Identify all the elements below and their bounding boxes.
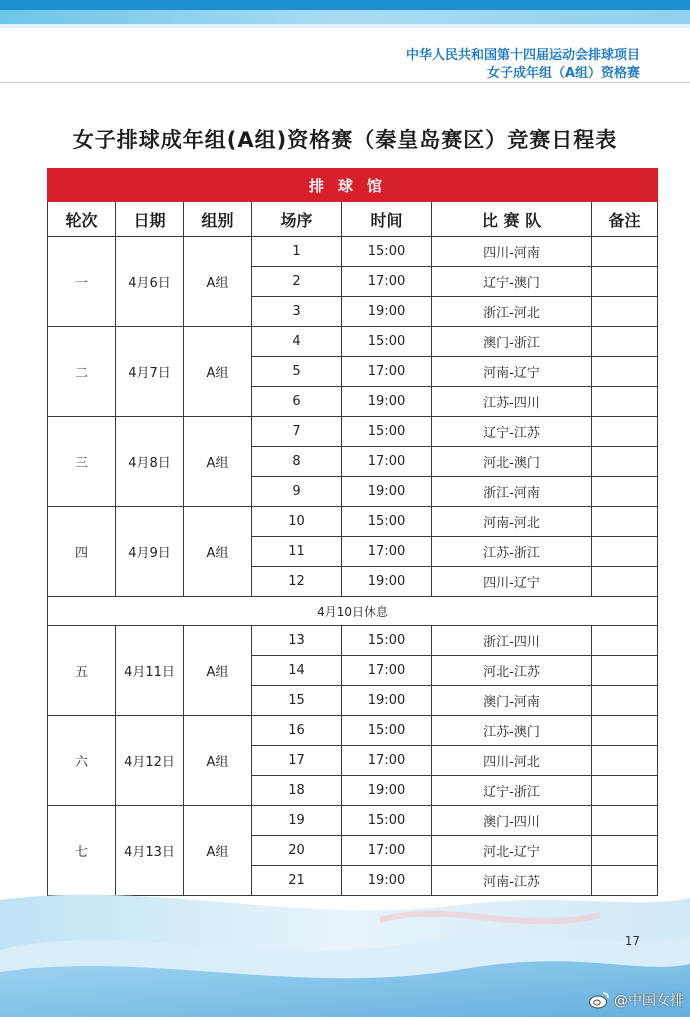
match-number-cell: 1: [252, 237, 342, 267]
match-number-cell: 6: [252, 387, 342, 417]
date-cell: 4月13日: [116, 806, 184, 896]
time-cell: 19:00: [342, 866, 432, 896]
table-row: [48, 806, 658, 836]
teams-cell: 澳门-浙江: [432, 327, 592, 357]
page-number: 17: [624, 934, 640, 948]
time-cell: 15:00: [342, 327, 432, 357]
table-row: [48, 327, 658, 357]
teams-cell: 河南-辽宁: [432, 357, 592, 387]
group-cell: A组: [184, 806, 252, 896]
round-cell: 七: [48, 806, 116, 896]
top-band: [0, 0, 690, 10]
column-header-group: 组别: [184, 202, 252, 237]
header-event-subtitle: 女子成年组（A组）资格赛: [486, 66, 640, 81]
weibo-icon: [588, 991, 610, 1009]
teams-cell: 辽宁-澳门: [432, 267, 592, 297]
note-cell: [592, 806, 658, 836]
group-cell: A组: [184, 626, 252, 716]
match-number-cell: 9: [252, 477, 342, 507]
match-number-cell: 2: [252, 267, 342, 297]
venue-name: 排球馆: [48, 169, 658, 202]
table-row: [48, 237, 658, 267]
teams-cell: 河南-河北: [432, 507, 592, 537]
time-cell: 19:00: [342, 686, 432, 716]
column-header-time: 时间: [342, 202, 432, 237]
group-cell: A组: [184, 507, 252, 597]
match-number-cell: 20: [252, 836, 342, 866]
round-cell: 五: [48, 626, 116, 716]
date-cell: 4月11日: [116, 626, 184, 716]
teams-cell: 辽宁-浙江: [432, 776, 592, 806]
teams-cell: 四川-辽宁: [432, 567, 592, 597]
round-cell: 六: [48, 716, 116, 806]
note-cell: [592, 477, 658, 507]
table-row: [48, 417, 658, 447]
time-cell: 19:00: [342, 776, 432, 806]
match-number-cell: 21: [252, 866, 342, 896]
note-cell: [592, 626, 658, 656]
note-cell: [592, 746, 658, 776]
match-number-cell: 14: [252, 656, 342, 686]
time-cell: 19:00: [342, 567, 432, 597]
round-cell: 三: [48, 417, 116, 507]
match-number-cell: 8: [252, 447, 342, 477]
note-cell: [592, 776, 658, 806]
decorative-wave-footer: [0, 880, 690, 1017]
teams-cell: 四川-河北: [432, 746, 592, 776]
teams-cell: 澳门-四川: [432, 806, 592, 836]
schedule-table: [47, 168, 658, 896]
time-cell: 17:00: [342, 447, 432, 477]
date-cell: 4月8日: [116, 417, 184, 507]
time-cell: 17:00: [342, 746, 432, 776]
note-cell: [592, 267, 658, 297]
note-cell: [592, 567, 658, 597]
teams-cell: 浙江-四川: [432, 626, 592, 656]
time-cell: 15:00: [342, 626, 432, 656]
column-header-note: 备注: [592, 202, 658, 237]
time-cell: 19:00: [342, 477, 432, 507]
teams-cell: 澳门-河南: [432, 686, 592, 716]
page-title: 女子排球成年组(A组)资格赛（秦皇岛赛区）竞赛日程表: [72, 128, 618, 152]
watermark: [588, 990, 684, 1010]
match-number-cell: 13: [252, 626, 342, 656]
note-cell: [592, 327, 658, 357]
note-cell: [592, 656, 658, 686]
time-cell: 17:00: [342, 656, 432, 686]
note-cell: [592, 357, 658, 387]
time-cell: 15:00: [342, 716, 432, 746]
round-cell: 一: [48, 237, 116, 327]
group-cell: A组: [184, 237, 252, 327]
time-cell: 17:00: [342, 836, 432, 866]
time-cell: 15:00: [342, 806, 432, 836]
note-cell: [592, 237, 658, 267]
table-row: [48, 507, 658, 537]
match-number-cell: 7: [252, 417, 342, 447]
group-cell: A组: [184, 417, 252, 507]
match-number-cell: 4: [252, 327, 342, 357]
time-cell: 19:00: [342, 297, 432, 327]
date-cell: 4月9日: [116, 507, 184, 597]
column-header-date: 日期: [116, 202, 184, 237]
teams-cell: 河南-江苏: [432, 866, 592, 896]
date-cell: 4月7日: [116, 327, 184, 417]
date-cell: 4月12日: [116, 716, 184, 806]
column-header-teams: 比 赛 队: [432, 202, 592, 237]
table-row: [48, 626, 658, 656]
date-cell: 4月6日: [116, 237, 184, 327]
note-cell: [592, 537, 658, 567]
watermark-text: @中国女排: [614, 993, 684, 1009]
match-number-cell: 11: [252, 537, 342, 567]
round-cell: 四: [48, 507, 116, 597]
teams-cell: 江苏-澳门: [432, 716, 592, 746]
top-band-pale: [0, 24, 690, 28]
header-divider: [0, 82, 690, 83]
teams-cell: 河北-江苏: [432, 656, 592, 686]
note-cell: [592, 686, 658, 716]
header-event-name: 中华人民共和国第十四届运动会排球项目: [405, 48, 640, 63]
teams-cell: 江苏-四川: [432, 387, 592, 417]
round-cell: 二: [48, 327, 116, 417]
note-cell: [592, 297, 658, 327]
match-number-cell: 12: [252, 567, 342, 597]
column-header-row: [48, 202, 658, 237]
time-cell: 15:00: [342, 417, 432, 447]
teams-cell: 江苏-浙江: [432, 537, 592, 567]
time-cell: 17:00: [342, 357, 432, 387]
match-number-cell: 17: [252, 746, 342, 776]
venue-row: [48, 169, 658, 202]
note-cell: [592, 387, 658, 417]
match-number-cell: 5: [252, 357, 342, 387]
match-number-cell: 19: [252, 806, 342, 836]
match-number-cell: 15: [252, 686, 342, 716]
table-row: [48, 716, 658, 746]
column-header-round: 轮次: [48, 202, 116, 237]
teams-cell: 河北-澳门: [432, 447, 592, 477]
teams-cell: 四川-河南: [432, 237, 592, 267]
group-cell: A组: [184, 327, 252, 417]
rest-day-label: 4月10日休息: [48, 597, 658, 626]
teams-cell: 浙江-河北: [432, 297, 592, 327]
teams-cell: 河北-辽宁: [432, 836, 592, 866]
match-number-cell: 10: [252, 507, 342, 537]
match-number-cell: 3: [252, 297, 342, 327]
time-cell: 19:00: [342, 387, 432, 417]
teams-cell: 浙江-河南: [432, 477, 592, 507]
note-cell: [592, 836, 658, 866]
time-cell: 17:00: [342, 267, 432, 297]
note-cell: [592, 716, 658, 746]
match-number-cell: 18: [252, 776, 342, 806]
time-cell: 15:00: [342, 507, 432, 537]
teams-cell: 辽宁-江苏: [432, 417, 592, 447]
note-cell: [592, 447, 658, 477]
match-number-cell: 16: [252, 716, 342, 746]
group-cell: A组: [184, 716, 252, 806]
note-cell: [592, 507, 658, 537]
time-cell: 17:00: [342, 537, 432, 567]
note-cell: [592, 417, 658, 447]
time-cell: 15:00: [342, 237, 432, 267]
top-band-light: [0, 10, 690, 24]
column-header-match-no: 场序: [252, 202, 342, 237]
rest-day-row: [48, 597, 658, 626]
schedule-body: [48, 237, 658, 896]
